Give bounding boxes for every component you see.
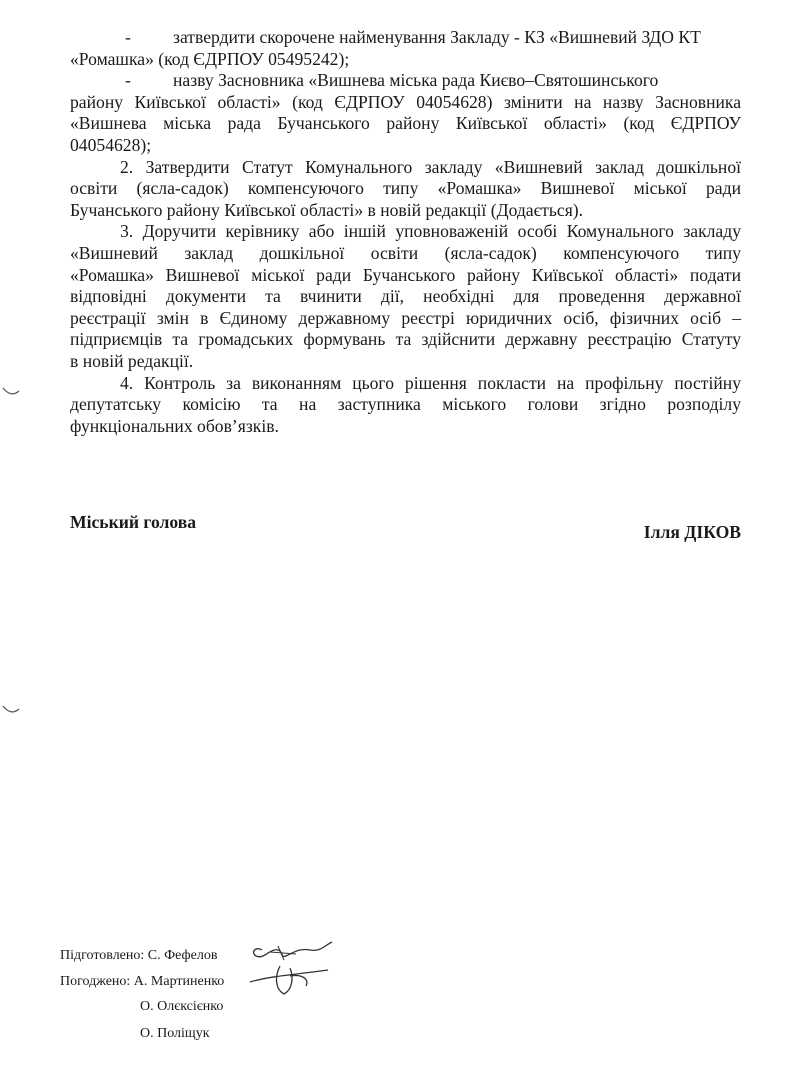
signatory-name: Ілля ДІКОВ <box>643 522 741 542</box>
text-line: депутатську комісію та на заступника міського голови згідно розподілу <box>70 394 741 415</box>
text-line: освіти (ясла-садок) компенсуючого типу «Ромашка» Вишневої міської ради <box>70 178 741 199</box>
text-segment: затвердити скорочене найменування Закладу - КЗ «Вишневий ЗДО КТ <box>173 27 701 47</box>
text-line: «Ромашка» Вишневої міської ради Бучанського району Київської області» подати <box>70 264 741 285</box>
agreed-by: Погоджено: А. Мартиненко <box>60 974 225 989</box>
agreed-by-3: О. Поліщук <box>140 1026 210 1041</box>
dash-item <box>70 70 741 156</box>
text-line: «Вишнева міська рада Бучанського району Київської області» (код ЄДРПОУ <box>70 113 741 134</box>
text-line: «Ромашка» (код ЄДРПОУ 05495242); <box>70 48 350 69</box>
numbered-paragraph <box>70 157 741 222</box>
text-line <box>70 70 741 92</box>
handwritten-signature <box>240 930 350 1000</box>
signature-block <box>70 512 741 540</box>
dash-marker: - <box>125 70 131 91</box>
dash-marker: - <box>125 27 131 47</box>
text-segment: назву Засновника «Вишнева міська рада Києво–Святошинського <box>173 70 659 91</box>
text-line: «Вишневий заклад дошкільної освіти (ясла-садок) компенсуючого типу <box>70 242 741 263</box>
punch-hole-mark <box>2 702 20 712</box>
numbered-paragraph <box>70 221 741 372</box>
numbered-paragraph <box>70 373 741 438</box>
text-line: 4. Контроль за виконанням цього рішення покласти на профільну постійну <box>120 372 741 393</box>
text-line: 2. Затвердити Статут Комунального закладу «Вишневий заклад дошкільної <box>120 156 741 177</box>
text-line: Бучанського району Київської області» в новій редакції (Додається). <box>70 199 584 220</box>
document-body <box>70 27 741 437</box>
signatory-position: Міський голова <box>70 512 197 532</box>
text-line: функціональних обов’язків. <box>70 415 279 436</box>
text-line: реєстрації змін в Єдиному державному реєстрі юридичних осіб, фізичних осіб – <box>70 307 741 328</box>
prepared-by: Підготовлено: С. Фефелов <box>60 948 218 963</box>
text-line <box>70 27 741 49</box>
text-line: підприємців та громадських формувань та здійснити державну реєстрацію Статуту <box>70 329 741 350</box>
text-line: відповідні документи та вчинити дії, необхідні для проведення державної <box>70 286 741 307</box>
agreed-by-2: О. Олєксієнко <box>140 999 224 1014</box>
text-line: району Київської області» (код ЄДРПОУ 04054628) змінити на назву Засновника <box>70 91 741 112</box>
punch-hole-mark <box>2 384 20 394</box>
text-line: 3. Доручити керівнику або іншій уповноваженій особі Комунального закладу <box>120 221 741 242</box>
dash-item <box>70 27 741 70</box>
text-line: в новій редакції. <box>70 350 194 371</box>
text-line: 04054628); <box>70 134 152 155</box>
